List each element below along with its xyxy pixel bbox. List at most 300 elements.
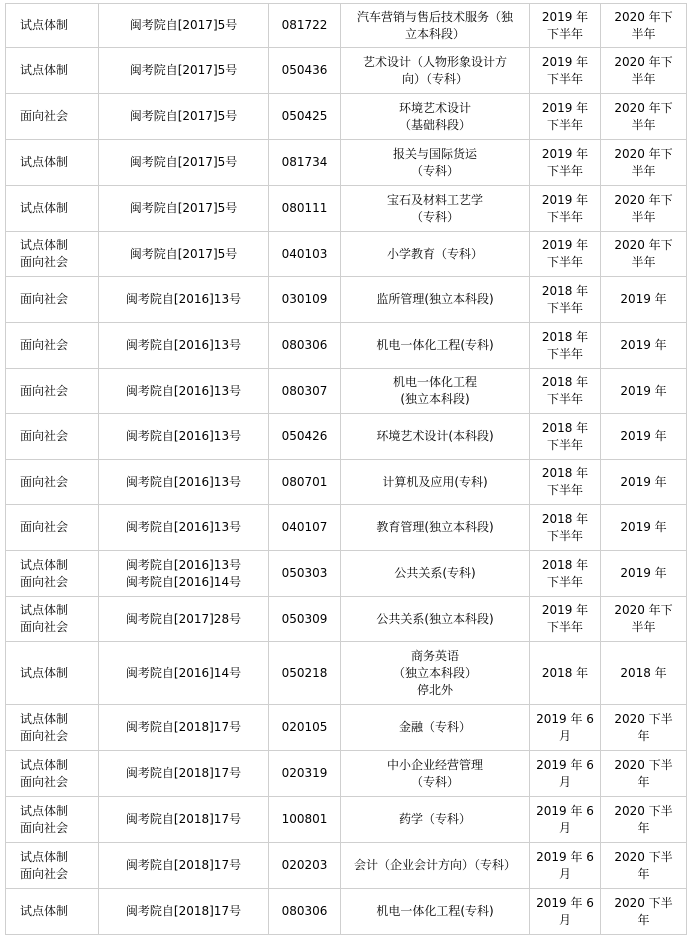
major-code-cell [269,642,341,705]
oversight-type-line: 面向社会 [20,109,69,123]
major-code-text: 080306 [281,904,328,918]
table-container [5,3,687,935]
stop-enrollment-line: 2019 年 [541,9,589,24]
oversight-type-cell [6,4,99,48]
document-number-cell [99,414,269,460]
major-code-cell [269,48,341,94]
stop-exam-cell [601,48,687,94]
table-row [6,94,687,140]
stop-exam-cell [601,597,687,642]
stop-exam-line: 2019 年 [620,474,667,489]
stop-enrollment-line: 2019 年 6 [536,849,594,864]
stop-enrollment-line: 2019 年 6 [536,895,594,910]
stop-enrollment-cell [530,232,601,277]
oversight-type-line: 面向社会 [20,620,69,634]
oversight-type-cell [6,505,99,551]
stop-exam-line: 2020 年下 [614,100,673,115]
table-row [6,797,687,843]
oversight-type-line: 试点体制 [20,803,69,818]
stop-enrollment-cell [530,551,601,597]
stop-enrollment-cell [530,597,601,642]
document-number-line: 闽考院自[2017]5号 [129,109,238,123]
document-number-line: 闽考院自[2017]5号 [129,18,238,32]
major-name-line: 商务英语 [410,648,459,663]
document-number-cell [99,642,269,705]
stop-enrollment-line: 下半年 [546,620,583,634]
stop-exam-cell [601,460,687,505]
document-number-cell [99,186,269,232]
stop-exam-cell [601,889,687,935]
major-code-text: 040107 [281,520,328,534]
stop-exam-line: 2018 年 [620,665,667,680]
table-row [6,751,687,797]
stop-exam-line: 年 [637,820,650,835]
oversight-type-line: 试点体制 [20,155,69,169]
major-name-line: 药学（专科） [398,812,471,826]
document-number-line: 闽考院自[2016]13号 [125,520,242,534]
stop-enrollment-line: 下半年 [546,392,583,406]
majors-table [5,3,687,935]
major-name-line: 公共关系(专科) [394,566,476,580]
oversight-type-cell [6,551,99,597]
stop-enrollment-line: 月 [558,820,571,835]
document-number-line: 闽考院自[2016]14号 [125,665,242,680]
document-number-cell [99,94,269,140]
stop-enrollment-line: 2019 年 [541,146,589,161]
stop-exam-cell [601,505,687,551]
major-code-text: 081722 [281,18,328,32]
major-name-cell [341,889,530,935]
major-name-line: 停北外 [416,682,453,697]
oversight-type-cell [6,843,99,889]
table-row [6,705,687,751]
oversight-type-line: 面向社会 [20,338,69,352]
oversight-type-cell [6,140,99,186]
stop-exam-cell [601,140,687,186]
stop-enrollment-line: 2018 年 [541,329,589,344]
document-number-line: 闽考院自[2018]17号 [125,904,242,918]
stop-enrollment-line: 月 [558,866,571,881]
document-number-cell [99,4,269,48]
stop-enrollment-cell [530,505,601,551]
stop-exam-cell [601,4,687,48]
major-code-cell [269,232,341,277]
document-number-line: 闽考院自[2018]17号 [125,858,242,872]
stop-exam-line: 2020 年下 [614,54,673,69]
document-number-cell [99,751,269,797]
stop-exam-line: 2020 下半 [614,757,673,772]
document-number-cell [99,505,269,551]
table-body [6,4,687,935]
oversight-type-line: 试点体制 [20,201,69,215]
stop-exam-line: 2020 年下 [614,238,673,252]
major-name-cell [341,323,530,369]
stop-exam-cell [601,551,687,597]
major-name-cell [341,797,530,843]
document-number-cell [99,140,269,186]
stop-enrollment-line: 2018 年 [541,375,589,389]
major-code-cell [269,551,341,597]
oversight-type-line: 试点体制 [20,711,69,726]
major-code-text: 081734 [281,155,328,169]
major-name-line: 机电一体化工程(专科) [376,904,494,918]
table-row [6,140,687,186]
major-name-line: （基础科段） [398,117,471,132]
major-code-cell [269,369,341,414]
stop-enrollment-line: 下半年 [546,71,583,86]
stop-exam-line: 半年 [631,255,656,269]
stop-enrollment-cell [530,369,601,414]
oversight-type-line: 面向社会 [20,474,69,489]
document-number-line: 闽考院自[2017]5号 [129,63,238,77]
document-number-cell [99,48,269,94]
stop-exam-line: 半年 [631,163,656,178]
stop-enrollment-line: 2019 年 [541,100,589,115]
oversight-type-cell [6,414,99,460]
major-code-text: 080701 [281,474,328,489]
oversight-type-cell [6,186,99,232]
major-code-text: 050303 [281,566,328,580]
stop-enrollment-line: 2019 年 [541,192,589,207]
stop-enrollment-cell [530,889,601,935]
document-number-cell [99,705,269,751]
oversight-type-line: 面向社会 [20,429,69,443]
major-code-text: 100801 [281,812,328,826]
stop-enrollment-line: 下半年 [546,163,583,178]
stop-enrollment-line: 2019 年 6 [536,711,594,726]
major-name-line: （专科） [410,163,459,178]
table-row [6,369,687,414]
stop-enrollment-line: 2019 年 [541,603,589,617]
major-name-line: （专科） [410,774,459,789]
major-name-line: (独立本科段) [400,392,470,406]
document-number-line: 闽考院自[2018]17号 [125,766,242,780]
stop-enrollment-line: 下半年 [546,483,583,497]
oversight-type-cell [6,48,99,94]
stop-enrollment-line: 下半年 [546,255,583,269]
major-name-line: （独立本科段） [392,665,477,680]
stop-enrollment-cell [530,642,601,705]
document-number-line: 闽考院自[2016]14号 [125,574,242,589]
major-code-cell [269,597,341,642]
oversight-type-line: 面向社会 [20,866,69,881]
major-code-cell [269,140,341,186]
major-name-line: 计算机及应用(专科) [382,474,488,489]
stop-exam-line: 2020 下半 [614,849,673,864]
stop-enrollment-line: 2018 年 [541,466,589,480]
document-number-line: 闽考院自[2017]5号 [129,155,238,169]
stop-enrollment-cell [530,751,601,797]
document-number-cell [99,323,269,369]
major-code-cell [269,4,341,48]
major-code-text: 080111 [281,201,328,215]
stop-enrollment-cell [530,323,601,369]
table-row [6,460,687,505]
table-row [6,551,687,597]
stop-enrollment-line: 2018 年 [541,511,589,526]
stop-exam-line: 半年 [631,71,656,86]
stop-enrollment-line: 下半年 [546,26,583,41]
oversight-type-line: 面向社会 [20,520,69,534]
major-name-line: （专科） [410,209,459,224]
major-code-text: 020203 [281,858,328,872]
major-name-line: 环境艺术设计 [398,100,471,115]
oversight-type-line: 面向社会 [20,255,69,269]
stop-enrollment-cell [530,48,601,94]
table-row [6,889,687,935]
major-name-line: 公共关系(独立本科段) [376,611,494,626]
table-row [6,414,687,460]
document-number-cell [99,597,269,642]
oversight-type-cell [6,889,99,935]
stop-exam-line: 2019 年 [620,383,667,398]
stop-exam-line: 2019 年 [620,429,667,443]
stop-exam-line: 2020 下半 [614,803,673,818]
major-name-cell [341,140,530,186]
stop-enrollment-cell [530,140,601,186]
oversight-type-cell [6,277,99,323]
stop-exam-cell [601,94,687,140]
major-name-line: 宝石及材料工艺学 [386,192,483,207]
oversight-type-line: 面向社会 [20,383,69,398]
major-code-text: 050218 [281,665,328,680]
major-code-cell [269,460,341,505]
major-name-line: 机电一体化工程 [392,375,477,389]
stop-enrollment-cell [530,843,601,889]
major-name-cell [341,551,530,597]
major-name-cell [341,597,530,642]
stop-exam-line: 半年 [631,117,656,132]
stop-exam-cell [601,642,687,705]
major-code-cell [269,414,341,460]
stop-exam-cell [601,323,687,369]
stop-exam-cell [601,843,687,889]
oversight-type-line: 面向社会 [20,820,69,835]
document-number-line: 闽考院自[2016]13号 [125,338,242,352]
document-number-line: 闽考院自[2016]13号 [125,383,242,398]
stop-exam-line: 半年 [631,620,656,634]
document-number-line: 闽考院自[2016]13号 [125,474,242,489]
oversight-type-line: 试点体制 [20,665,69,680]
oversight-type-cell [6,751,99,797]
major-code-text: 050309 [281,611,328,626]
stop-enrollment-line: 2018 年 [541,420,589,435]
stop-exam-cell [601,414,687,460]
document-number-line: 闽考院自[2016]13号 [125,429,242,443]
document-number-cell [99,232,269,277]
major-name-cell [341,186,530,232]
stop-enrollment-line: 月 [558,774,571,789]
document-number-line: 闽考院自[2016]13号 [125,292,242,306]
table-row [6,4,687,48]
major-name-line: 环境艺术设计(本科段) [376,429,494,443]
document-number-cell [99,889,269,935]
major-code-cell [269,94,341,140]
major-code-cell [269,505,341,551]
major-code-text: 020319 [281,766,328,780]
oversight-type-line: 面向社会 [20,774,69,789]
major-code-cell [269,705,341,751]
stop-exam-line: 2020 下半 [614,895,673,910]
major-code-cell [269,889,341,935]
major-name-cell [341,642,530,705]
stop-enrollment-line: 2018 年 [541,557,589,572]
table-row [6,232,687,277]
major-code-text: 050425 [281,109,328,123]
document-number-line: 闽考院自[2017]5号 [129,246,238,261]
major-name-cell [341,232,530,277]
document-number-cell [99,551,269,597]
stop-enrollment-line: 下半年 [546,437,583,452]
major-name-line: 会计（企业会计方向）（专科） [353,858,516,872]
stop-enrollment-cell [530,277,601,323]
major-code-text: 030109 [281,292,328,306]
stop-enrollment-line: 下半年 [546,346,583,361]
document-number-line: 闽考院自[2017]28号 [125,611,242,626]
oversight-type-cell [6,705,99,751]
stop-exam-line: 2020 年下 [614,146,673,161]
stop-exam-line: 2020 年下 [614,603,673,617]
document-number-cell [99,797,269,843]
stop-exam-cell [601,797,687,843]
stop-enrollment-cell [530,4,601,48]
oversight-type-cell [6,369,99,414]
table-row [6,642,687,705]
document-number-cell [99,843,269,889]
stop-enrollment-line: 下半年 [546,528,583,543]
major-name-line: 机电一体化工程(专科) [376,338,494,352]
major-code-text: 080306 [281,338,328,352]
oversight-type-line: 试点体制 [20,603,69,617]
document-number-cell [99,460,269,505]
major-name-line: 艺术设计（人物形象设计方 [362,54,507,69]
stop-exam-cell [601,232,687,277]
major-name-line: 小学教育（专科） [386,246,483,261]
oversight-type-line: 试点体制 [20,904,69,918]
major-name-line: 金融（专科） [398,720,471,734]
major-name-cell [341,94,530,140]
stop-enrollment-line: 下半年 [546,574,583,589]
stop-enrollment-cell [530,460,601,505]
oversight-type-line: 试点体制 [20,557,69,572]
table-row [6,843,687,889]
oversight-type-cell [6,232,99,277]
table-row [6,186,687,232]
major-name-cell [341,414,530,460]
major-name-cell [341,4,530,48]
oversight-type-line: 试点体制 [20,849,69,864]
stop-exam-line: 2020 年下 [614,9,673,24]
major-name-line: 中小企业经营管理 [386,757,483,772]
stop-exam-cell [601,186,687,232]
stop-enrollment-line: 2019 年 [541,54,589,69]
stop-enrollment-line: 下半年 [546,209,583,224]
oversight-type-line: 面向社会 [20,292,69,306]
major-name-cell [341,48,530,94]
oversight-type-line: 试点体制 [20,63,69,77]
document-number-line: 闽考院自[2016]13号 [125,557,242,572]
table-row [6,48,687,94]
major-code-cell [269,751,341,797]
oversight-type-line: 面向社会 [20,574,69,589]
major-name-cell [341,843,530,889]
major-name-cell [341,369,530,414]
stop-exam-line: 半年 [631,26,656,41]
major-name-cell [341,505,530,551]
table-row [6,597,687,642]
document-number-line: 闽考院自[2017]5号 [129,201,238,215]
major-code-cell [269,323,341,369]
major-code-text: 080307 [281,383,328,398]
document-number-line: 闽考院自[2018]17号 [125,720,242,734]
oversight-type-line: 试点体制 [20,757,69,772]
oversight-type-cell [6,460,99,505]
stop-enrollment-cell [530,797,601,843]
stop-exam-cell [601,277,687,323]
major-name-line: 报关与国际货运 [392,146,477,161]
stop-exam-line: 年 [637,866,650,881]
major-code-text: 050436 [281,63,328,77]
major-name-cell [341,277,530,323]
stop-exam-line: 2020 下半 [614,711,673,726]
major-code-cell [269,186,341,232]
major-name-cell [341,751,530,797]
major-code-cell [269,843,341,889]
major-code-cell [269,797,341,843]
document-number-line: 闽考院自[2018]17号 [125,812,242,826]
stop-exam-cell [601,705,687,751]
table-row [6,277,687,323]
stop-exam-line: 2019 年 [620,520,667,534]
stop-exam-line: 2019 年 [620,566,667,580]
stop-enrollment-cell [530,414,601,460]
oversight-type-cell [6,797,99,843]
oversight-type-cell [6,597,99,642]
table-row [6,505,687,551]
stop-enrollment-line: 2018 年 [541,283,589,298]
document-number-cell [99,277,269,323]
stop-exam-cell [601,751,687,797]
table-row [6,323,687,369]
major-name-line: 向）（专科） [401,71,468,86]
stop-enrollment-line: 2019 年 6 [536,757,594,772]
oversight-type-line: 试点体制 [20,238,69,252]
stop-exam-line: 2019 年 [620,292,667,306]
oversight-type-cell [6,94,99,140]
oversight-type-cell [6,323,99,369]
stop-enrollment-line: 月 [558,912,571,927]
stop-exam-line: 2019 年 [620,338,667,352]
major-name-cell [341,460,530,505]
major-name-line: 教育管理(独立本科段) [376,520,494,534]
stop-exam-line: 半年 [631,209,656,224]
stop-enrollment-line: 2018 年 [541,665,589,680]
major-code-text: 050426 [281,429,328,443]
stop-enrollment-cell [530,705,601,751]
major-name-line: 汽车营销与售后技术服务（独 [356,9,513,24]
major-code-text: 040103 [281,246,328,261]
major-code-cell [269,277,341,323]
stop-enrollment-line: 2019 年 [541,238,589,252]
major-name-cell [341,705,530,751]
stop-enrollment-line: 下半年 [546,300,583,315]
stop-enrollment-cell [530,94,601,140]
stop-exam-line: 年 [637,912,650,927]
oversight-type-line: 面向社会 [20,728,69,743]
stop-enrollment-line: 2019 年 6 [536,803,594,818]
document-number-cell [99,369,269,414]
stop-enrollment-line: 下半年 [546,117,583,132]
